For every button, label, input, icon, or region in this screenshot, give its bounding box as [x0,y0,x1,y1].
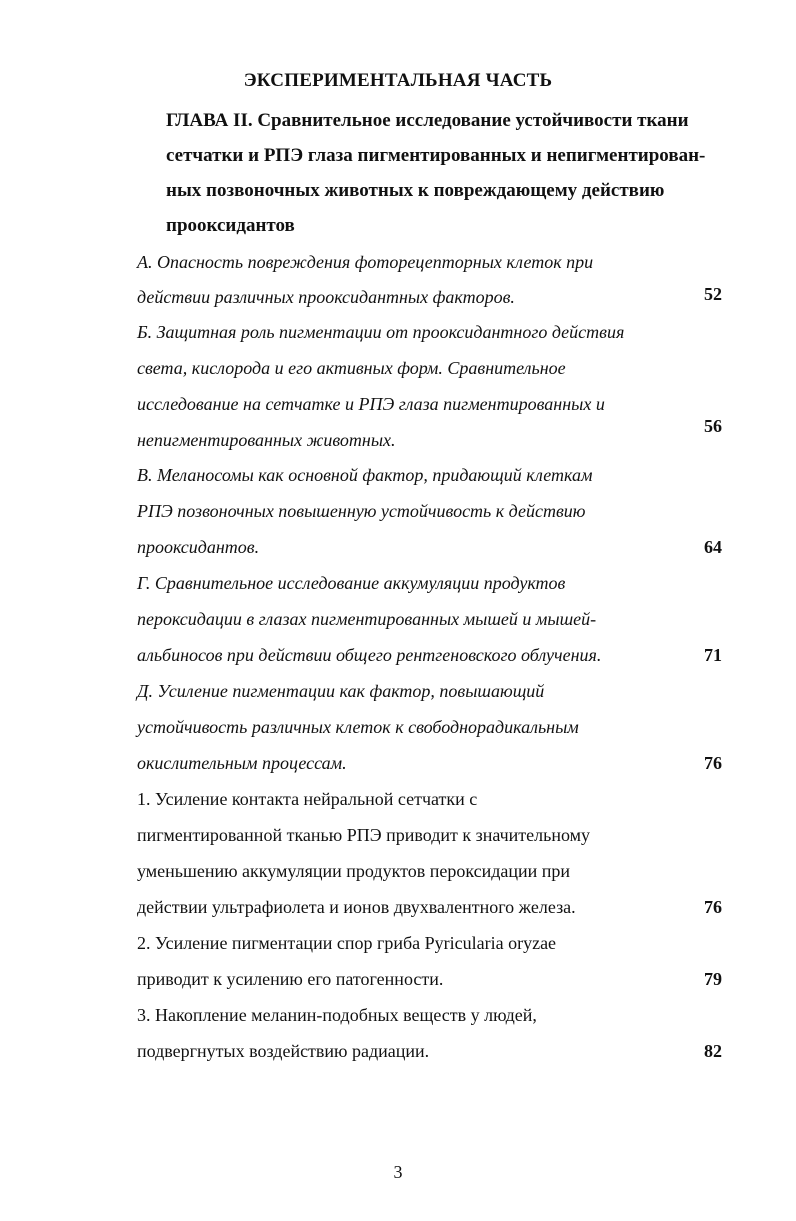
chapter-title-line: прооксидантов [166,215,295,236]
chapter-title-line: ГЛАВА II. Сравнительное исследование устойчивости ткани [166,110,689,131]
toc-page-number: 56 [704,416,722,436]
toc-entry-line: окислительным процессам. [137,753,347,773]
toc-entry-line: действии ультрафиолета и ионов двухвалентного железа. [137,897,576,917]
toc-entry-line: РПЭ позвоночных повышенную устойчивость к действию [137,501,586,521]
toc-page-number: 64 [704,537,722,557]
toc-entry-line: действии различных прооксидантных факторов. [137,287,515,307]
page-number: 3 [393,1162,403,1182]
toc-page-number: 52 [704,284,722,304]
toc-entry-line: устойчивость различных клеток к свободнорадикальным [137,717,579,737]
toc-entry-line: пигментированной тканью РПЭ приводит к значительному [137,825,591,845]
toc-entry-line: непигментированных животных. [137,430,396,450]
toc-page-number: 76 [704,753,722,773]
toc-entry-line: света, кислорода и его активных форм. Сравнительное [137,358,566,378]
toc-entry-line: Б. Защитная роль пигментации от прооксидантного действия [137,322,625,342]
toc-page-number: 76 [704,897,722,917]
toc-entry-line: Г. Сравнительное исследование аккумуляции продуктов [137,573,566,593]
toc-entry-line: 2. Усиление пигментации спор гриба Pyricularia oryzae [137,933,557,953]
toc-entry-line: Д. Усиление пигментации как фактор, повышающий [137,681,545,701]
toc-entry-line: 3. Накопление меланин-подобных веществ у людей, [137,1005,537,1025]
toc-entry-line: В. Меланосомы как основной фактор, придающий клеткам [137,465,593,485]
toc-entry-line: уменьшению аккумуляции продуктов пероксидации при [137,861,571,881]
toc-entry-line: подвергнутых воздействию радиации. [137,1041,430,1061]
toc-entry-line: 1. Усиление контакта нейральной сетчатки с [137,789,478,809]
toc-entry-line: приводит к усилению его патогенности. [137,969,444,989]
toc-entry-line: прооксидантов. [137,537,260,557]
section-heading: ЭКСПЕРИМЕНТАЛЬНАЯ ЧАСТЬ [243,70,553,91]
toc-page-number: 82 [704,1041,722,1061]
toc-entry-line: альбиносов при действии общего рентгеновского облучения. [137,645,602,665]
toc-entry-line: А. Опасность повреждения фоторецепторных клеток при [137,252,594,272]
chapter-title-line: сетчатки и РПЭ глаза пигментированных и непигментирован- [166,145,706,166]
chapter-title-line: ных позвоночных животных к повреждающему действию [166,180,665,201]
toc-entry-line: исследование на сетчатке и РПЭ глаза пигментированных и [137,394,605,414]
toc-entry-line: пероксидации в глазах пигментированных мышей и мышей- [137,609,597,629]
toc-page-number: 79 [704,969,722,989]
toc-page-number: 71 [704,645,722,665]
